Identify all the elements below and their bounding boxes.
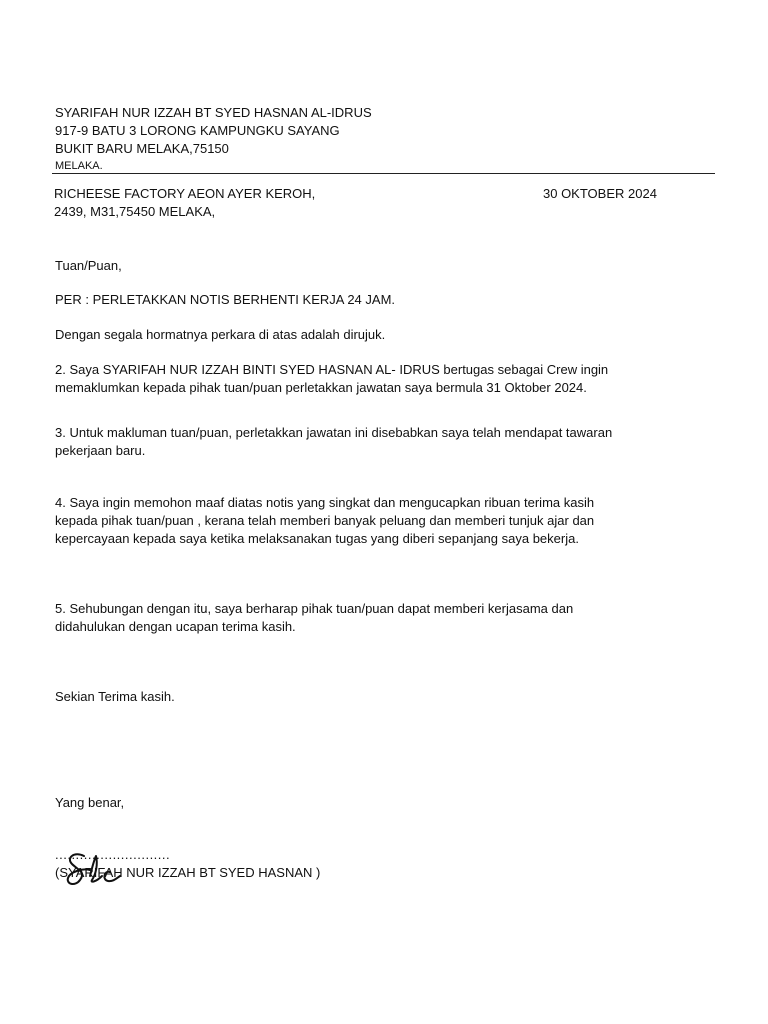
paragraph-4-line1: 4. Saya ingin memohon maaf diatas notis yang singkat dan mengucapkan ribuan terima kasih [55,495,595,510]
recipient-line1: RICHEESE FACTORY AEON AYER KEROH, [54,186,316,201]
paragraph-3-line1: 3. Untuk makluman tuan/puan, perletakkan jawatan ini disebabkan saya telah mendapat tawaran [55,425,613,440]
signature-name: (SYARIFAH NUR IZZAH BT SYED HASNAN ) [55,865,321,880]
sender-address-line1: 917-9 BATU 3 LORONG KAMPUNGKU SAYANG [55,123,340,138]
paragraph-2-line2: memaklumkan kepada pihak tuan/puan perletakkan jawatan saya bermula 31 Oktober 2024. [55,380,587,395]
sender-address-line3: MELAKA. [55,160,103,172]
salutation: Tuan/Puan, [55,258,122,273]
sign-off: Yang benar, [55,795,125,810]
paragraph-5-line2: didahulukan dengan ucapan terima kasih. [55,619,296,634]
paragraph-5-line1: 5. Sehubungan dengan itu, saya berharap pihak tuan/puan dapat memberi kerjasama dan [55,601,574,616]
closing-line: Sekian Terima kasih. [55,689,175,704]
paragraph-4-line2: kepada pihak tuan/puan , kerana telah memberi banyak peluang dan memberi tunjuk ajar dan [55,513,595,528]
sender-name: SYARIFAH NUR IZZAH BT SYED HASNAN AL-IDRUS [55,105,372,120]
paragraph-2-line1: 2. Saya SYARIFAH NUR IZZAH BINTI SYED HASNAN AL- IDRUS bertugas sebagai Crew ingin [55,362,609,377]
signature-line: ............................ [55,847,171,862]
header-divider [52,173,715,174]
recipient-line2: 2439, M31,75450 MELAKA, [54,204,216,219]
subject-line: PER : PERLETAKKAN NOTIS BERHENTI KERJA 24 JAM. [55,292,396,307]
paragraph-1: Dengan segala hormatnya perkara di atas adalah dirujuk. [55,327,386,342]
handwritten-signature-icon [60,850,130,890]
sender-address-line2: BUKIT BARU MELAKA,75150 [55,141,229,156]
paragraph-3-line2: pekerjaan baru. [55,443,146,458]
letter-date: 30 OKTOBER 2024 [543,186,657,201]
paragraph-4-line3: kepercayaan kepada saya ketika melaksanakan tugas yang diberi sepanjang saya bekerja. [55,531,579,546]
